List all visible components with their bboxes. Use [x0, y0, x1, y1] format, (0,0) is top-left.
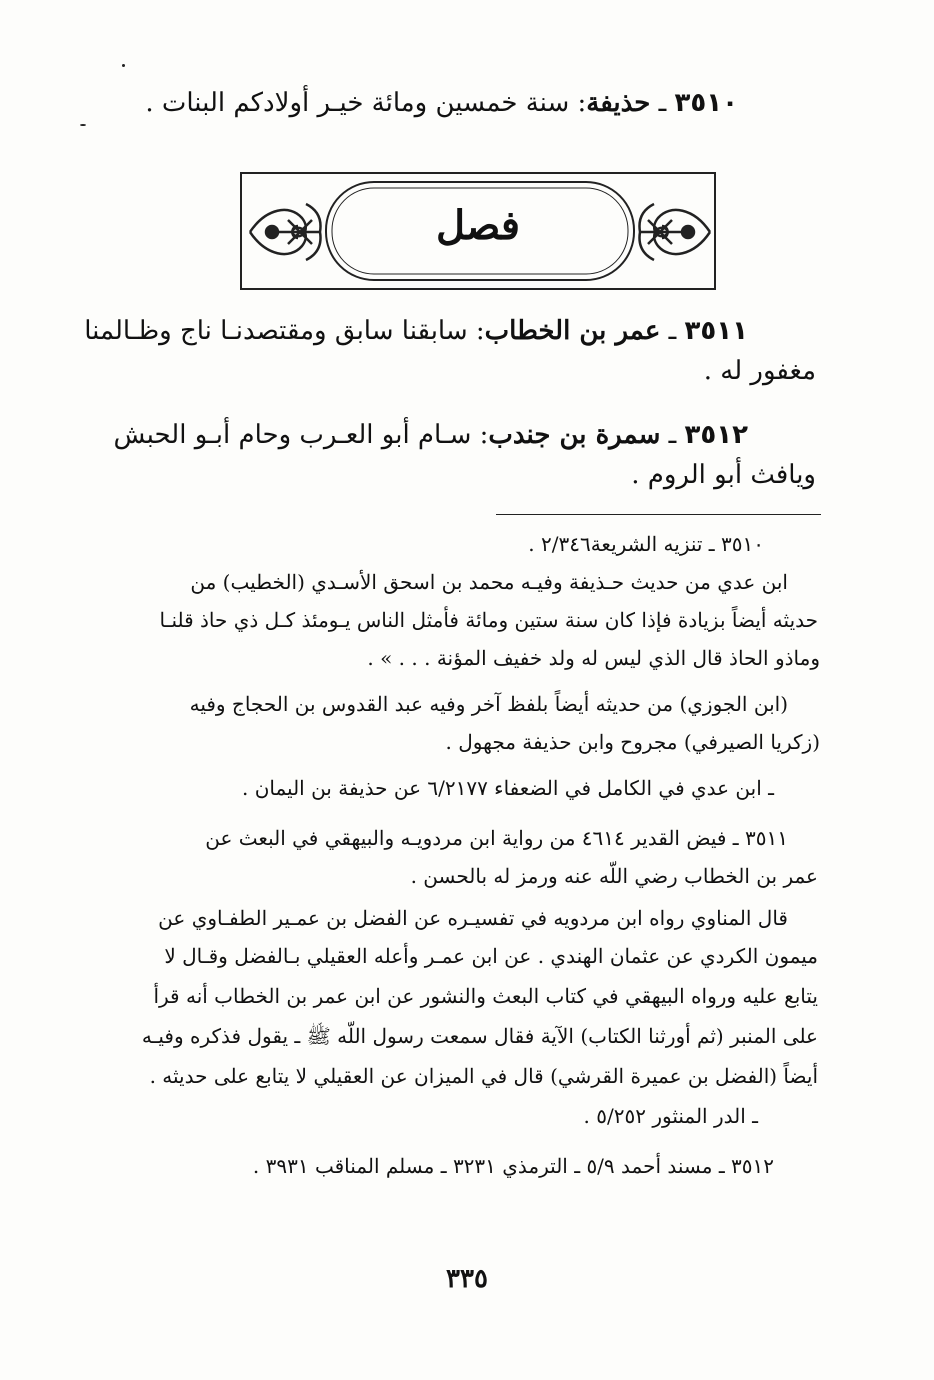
footnote-line: حديثه أيضاً بزيادة فإذا كان سنة ستين ومائة فأمثل الناس يـومئذ كـل ذي حاذ قلنـا: [159, 608, 818, 632]
footnote-line: قال المناوي رواه ابن مردويه في تفسيـره عن الفضل بن عمـير الطفـاوي عن: [158, 906, 788, 930]
footnote-line: ٣٥١٢ ـ مسند أحمد ٥/٩ ـ الترمذي ٣٢٣١ ـ مسلم المناقب ٣٩٣١ .: [252, 1154, 774, 1178]
footnote-line: عمر بن الخطاب رضي اللّه عنه ورمز له بالحسن .: [410, 864, 818, 888]
entry-text: : سنة خمسين ومائة خيـر أولادكم البنات .: [145, 88, 587, 118]
entry-3511-continuation: مغفور له .: [703, 356, 816, 386]
footnote-line: وماذو الحاذ قال الذي ليس له ولد خفيف المؤنة . . . » .: [367, 646, 820, 670]
footnote-line: ـ ابن عدي في الكامل في الضعفاء ٦/٢١٧٧ عن حذيفة بن اليمان .: [241, 776, 774, 800]
scan-speck: [122, 64, 125, 67]
section-heading: فصل: [435, 202, 521, 249]
entry-narrator: سمرة بن جندب: [488, 420, 661, 450]
entry-3510: [145, 88, 738, 118]
entry-3512-continuation: ويافث أبو الروم .: [631, 460, 816, 490]
footnote-line: ٣٥١١ ـ فيض القدير ٤٦١٤ من رواية ابن مردويـه والبيهقي في البعث عن: [205, 826, 788, 850]
entry-3511: [84, 316, 748, 346]
entry-narrator: عمر بن الخطاب: [484, 316, 661, 346]
entry-dash: ـ: [660, 420, 685, 450]
footnote-line: على المنبر (ثم أورثنا الكتاب) الآية فقال سمعت رسول اللّه ﷺ ـ يقول فذكره وفيـه: [141, 1024, 818, 1048]
entry-text: : سابقنا سابق ومقتصدنـا ناج وظـالمنا: [84, 316, 485, 346]
entry-narrator: حذيفة: [586, 88, 651, 118]
section-heading-frame: [240, 172, 716, 290]
footnote-line: ميمون الكردي عن عثمان الهندي . عن ابن عمـر وأعله العقيلي بـالفضل وقـال لا: [164, 944, 818, 968]
page-number: ٣٣٥: [446, 1264, 488, 1294]
entry-dash: ـ: [660, 316, 685, 346]
footnote-line: ٣٥١٠ ـ تنزيه الشريعة٢/٣٤٦ .: [528, 532, 764, 556]
footnote-line: (ابن الجوزي) من حديثه أيضاً بلفظ آخر وفيه عبد القدوس بن الحجاج وفيه: [189, 692, 788, 716]
entry-number: ٣٥١١: [684, 316, 748, 346]
entry-dash: ـ: [650, 88, 675, 118]
footnote-line: أيضاً (الفضل بن عميرة القرشي) قال في الميزان عن العقيلي لا يتابع على حديثه .: [149, 1064, 818, 1088]
footnote-line: ـ الدر المنثور ٥/٢٥٢ .: [583, 1104, 758, 1128]
footnote-line: (زكريا الصيرفي) مجروح وابن حذيفة مجهول .: [445, 730, 820, 754]
entry-number: ٣٥١٠: [674, 88, 738, 118]
footnote-line: ابن عدي من حديث حـذيفة وفيـه محمد بن اسحق الأسـدي (الخطيب) من: [190, 570, 788, 594]
scan-speck: [80, 124, 86, 126]
entry-text: : سـام أبو العـرب وحام أبـو الحبش: [113, 420, 489, 450]
footnote-separator: [496, 514, 821, 515]
entry-number: ٣٥١٢: [684, 420, 748, 450]
footnote-line: يتابع عليه ورواه البيهقي في كتاب البعث والنشور عن ابن عمر بن الخطاب أنه قرأ: [153, 984, 818, 1008]
entry-3512: [114, 420, 748, 450]
